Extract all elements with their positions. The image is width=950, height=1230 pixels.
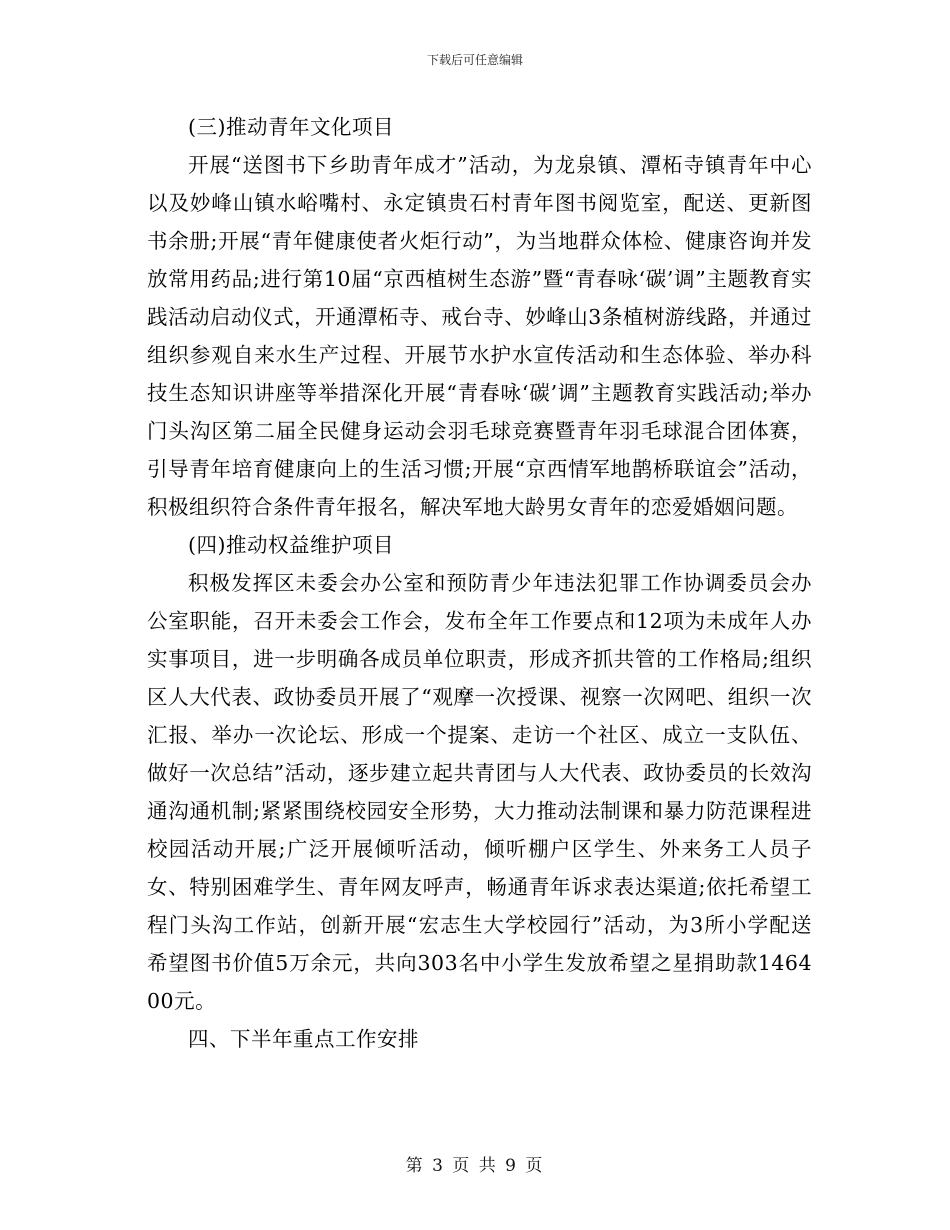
section-heading-rights: (四)推动权益维护项目 — [188, 533, 394, 557]
paragraph-culture: 开展“送图书下乡助青年成才”活动，为龙泉镇、潭柘寺镇青年中心以及妙峰山镇水峪嘴村、永定镇贵石村青年图书阅览室，配送、更新图书余册;开展“青年健康使者火炬行动”，为当地群众体检、健康咨询并发放常用药品;进行第10届“京西植树生态游”暨“青春咏‘碳’调”主题教育实践活动启动仪式，开通潭柘寺、戒台寺、妙峰山3条植树游线路，并通过组织参观自来水生产过程、开展节水护水宣传活动和生态体验、举办科技生态知识讲座等举措深化开展“青春咏‘碳’调”主题教育实践活动;举办门头沟区第二届全民健身运动会羽毛球竞赛暨青年羽毛球混合团体赛，引导青年培育健康向上的生活习惯;开展“京西情军地鹊桥联谊会”活动，积极组织符合条件青年报名，解决军地大龄男女青年的恋爱婚姻问题。 — [147, 153, 812, 519]
section-heading-culture: (三)推动青年文化项目 — [188, 115, 394, 139]
section-heading-second-half: 四、下半年重点工作安排 — [188, 1027, 419, 1051]
page-number-footer: 第 3 页 共 9 页 — [405, 1156, 545, 1176]
page-header: 下载后可任意编辑 — [426, 53, 523, 67]
document-body — [147, 108, 812, 1058]
paragraph-rights: 积极发挥区未委会办公室和预防青少年违法犯罪工作协调委员会办公室职能，召开未委会工作会，发布全年工作要点和12项为未成年人办实事项目，进一步明确各成员单位职责，形成齐抓共管的工作格局;组织区人大代表、政协委员开展了“观摩一次授课、视察一次网吧、组织一次汇报、举办一次论坛、形成一个提案、走访一个社区、成立一支队伍、做好一次总结”活动，逐步建立起共青团与人大代表、政协委员的长效沟通沟通机制;紧紧围绕校园安全形势，大力推动法制课和暴力防范课程进校园活动开展;广泛开展倾听活动，倾听棚户区学生、外来务工人员子女、特别困难学生、青年网友呼声，畅通青年诉求表达渠道;依托希望工程门头沟工作站，创新开展“宏志生大学校园行”活动，为3所小学配送希望图书价值5万余元，共向303名中小学生发放希望之星捐助款146400元。 — [147, 571, 812, 1013]
